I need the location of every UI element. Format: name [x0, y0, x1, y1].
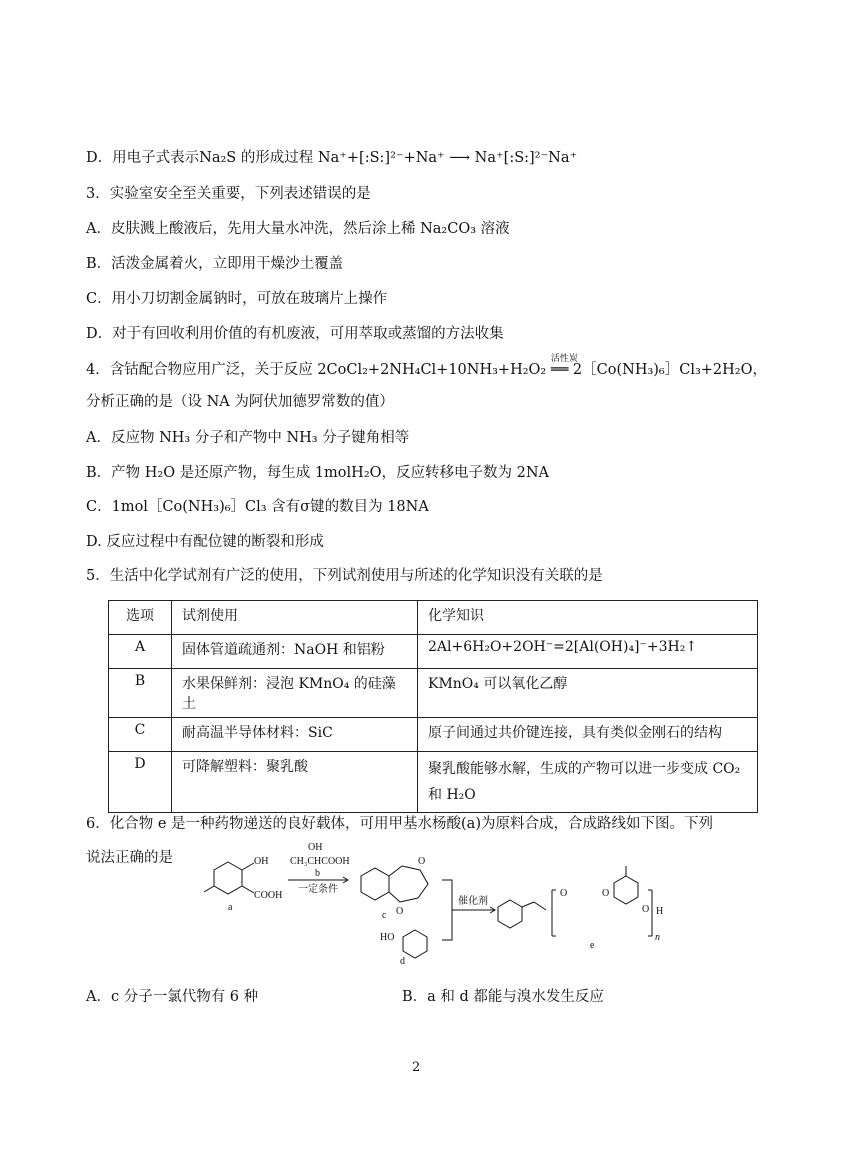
- table-cell: B: [109, 669, 172, 718]
- table-row: [109, 635, 758, 669]
- e-h: H: [656, 906, 664, 917]
- header-cell: 试剂使用: [172, 601, 418, 635]
- q6-stem-line1: 6．化合物 e 是一种药物递送的良好载体，可用甲基水杨酸(a)为原料合成，合成路线如下图。下列: [86, 816, 713, 832]
- q3-option-d: D．对于有回收利用价值的有机废液，可用萃取或蒸馏的方法收集: [86, 326, 504, 342]
- e-label: e: [590, 940, 595, 951]
- q3-option-c: C．用小刀切割金属钠时，可放在玻璃片上操作: [86, 291, 388, 307]
- table-row: [109, 669, 758, 718]
- q3-option-a: A．皮肤溅上酸液后，先用大量水冲洗，然后涂上稀 Na₂CO₃ 溶液: [86, 221, 510, 237]
- condition-label: 一定条件: [298, 884, 338, 895]
- table-cell: 2Al+6H₂O+2OH⁻=2[Al(OH)₄]⁻+3H₂↑: [418, 635, 758, 669]
- q4-option-b: B．产物 H₂O 是还原产物，每生成 1molH₂O，反应转移电子数为 2NA: [86, 465, 550, 481]
- e-o-2: O: [602, 888, 610, 899]
- table-cell: 可降解塑料：聚乳酸: [172, 752, 418, 813]
- q5-stem: 5．生活中化学试剂有广泛的使用，下列试剂使用与所述的化学知识没有关联的是: [86, 568, 603, 584]
- table-cell: 原子间通过共价键连接，具有类似金刚石的结构: [418, 718, 758, 752]
- q2-option-d-formula: Na₂S 的形成过程 Na⁺+[:S:]²⁻+Na⁺ ⟶ Na⁺[:S:]²⁻Na⁺: [199, 150, 578, 166]
- cooh-label: COOH: [254, 890, 283, 901]
- table-cell: A: [109, 635, 172, 669]
- reaction-arrow: 活性炭 ══: [551, 360, 568, 380]
- catalyst-arrow: [442, 880, 495, 940]
- reagent-arrow: [288, 842, 350, 895]
- table-cell: D: [109, 752, 172, 813]
- compound-c: [361, 856, 428, 921]
- table-cell: 耐高温半导体材料：SiC: [172, 718, 418, 752]
- catalyst-scheme-label: 催化剂: [458, 896, 488, 907]
- q4-option-a: A．反应物 NH₃ 分子和产物中 NH₃ 分子键角相等: [86, 430, 410, 446]
- q4-option-d: D. 反应过程中有配位键的断裂和形成: [86, 534, 324, 550]
- b-label: b: [315, 868, 320, 879]
- compound-e: [498, 866, 663, 951]
- a-label: a: [228, 902, 233, 913]
- synthesis-scheme: [190, 840, 670, 965]
- table-row: [109, 752, 758, 813]
- table-cell: C: [109, 718, 172, 752]
- c-label: c: [382, 910, 387, 921]
- q6-option-a: A．c 分子一氯代物有 6 种: [86, 989, 259, 1005]
- reagent-oh: OH: [308, 842, 323, 853]
- q6-stem-line2: 说法正确的是: [86, 850, 173, 866]
- header-cell: 选项: [109, 601, 172, 635]
- q3-option-b: B．活泼金属着火，立即用干燥沙土覆盖: [86, 256, 344, 272]
- compound-a: [204, 856, 282, 913]
- oh-label: OH: [254, 856, 269, 867]
- header-cell: 化学知识: [418, 601, 758, 635]
- ho-label: HO: [380, 932, 395, 943]
- c-o-top: O: [418, 856, 426, 867]
- catalyst-label: 活性炭: [550, 354, 578, 364]
- compound-d: [380, 930, 427, 965]
- q2-option-d-label: D．用电子式表示: [86, 150, 200, 166]
- q4-stem-line2: 分析正确的是（设 NA 为阿伏加德罗常数的值）: [86, 394, 394, 410]
- table-cell: KMnO₄ 可以氧化乙醇: [418, 669, 758, 718]
- q2-option-d: [86, 148, 577, 168]
- table-cell: 水果保鲜剂：浸泡 KMnO₄ 的硅藻土: [172, 669, 418, 718]
- d-label: d: [400, 956, 405, 965]
- table-header-row: [109, 601, 758, 635]
- c-o-bottom: O: [396, 906, 404, 917]
- table-cell: 固体管道疏通剂：NaOH 和铝粉: [172, 635, 418, 669]
- table-cell: 聚乳酸能够水解，生成的产物可以进一步变成 CO₂ 和 H₂O: [418, 752, 758, 813]
- reagent-b: CH₃CHCOOH: [290, 856, 350, 867]
- q3-stem: 3．实验室安全至关重要，下列表述错误的是: [86, 186, 371, 202]
- e-o-3: O: [642, 904, 650, 915]
- q5-table: [108, 600, 758, 813]
- table-row: [109, 718, 758, 752]
- q4-stem-line1: 4．含钴配合物应用广泛，关于反应 2CoCl₂+2NH₄Cl+10NH₃+H₂O₂ 活性炭 ══ 2［Co(NH₃)₆］Cl₃+2H₂O，: [86, 360, 767, 380]
- q6-option-b: B．a 和 d 都能与溴水发生反应: [402, 989, 604, 1005]
- e-n: n: [655, 932, 660, 943]
- page-number: 2: [412, 1060, 421, 1075]
- q4-option-c: C．1mol［Co(NH₃)₆］Cl₃ 含有σ键的数目为 18NA: [86, 499, 429, 515]
- e-o-1: O: [560, 888, 568, 899]
